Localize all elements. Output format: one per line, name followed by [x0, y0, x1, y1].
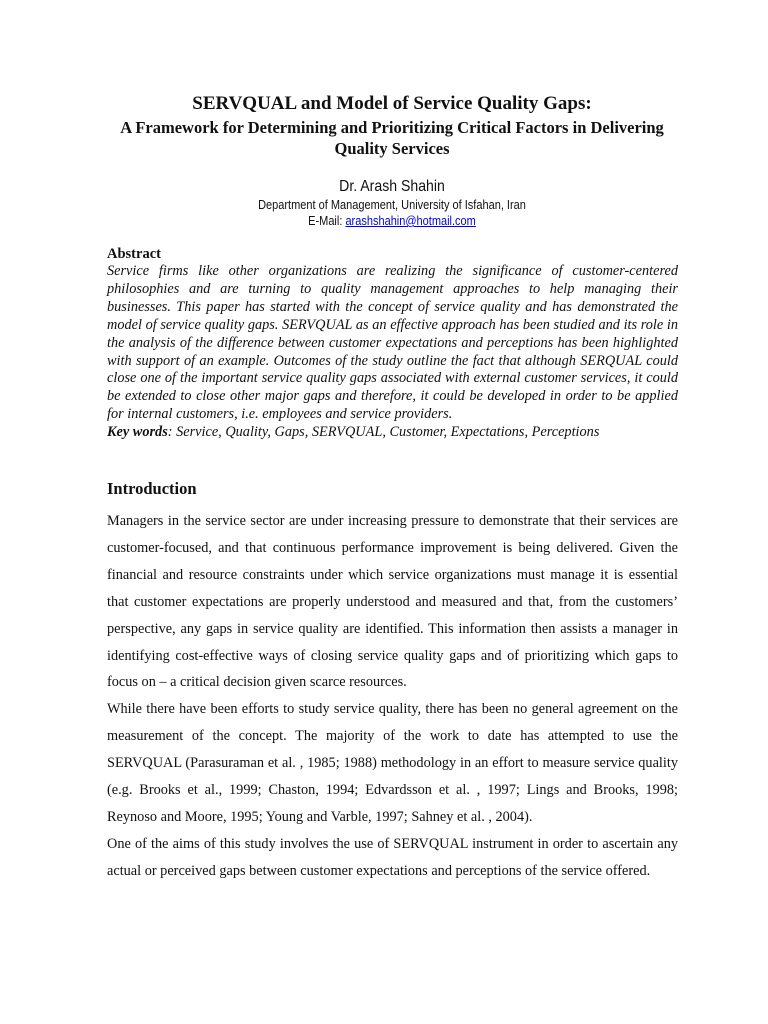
- author-block: [100, 177, 684, 229]
- author-affiliation: Department of Management, University of Isfahan, Iran: [258, 198, 526, 212]
- paragraph: While there have been efforts to study service quality, there has been no general agreement on the measurement of the concept. The majority of the work to date has attempted to use the SERVQUAL (Parasuraman et al. , 1985; 1988) methodology in an effort to measure service quality (e.g. Brooks et al., 1999; Chaston, 1994; Edvardsson et al. , 1997; Lings and Brooks, 1998; Reynoso and Moore, 1995; Young and Varble, 1997; Sahney et al. , 2004).: [107, 701, 678, 825]
- keywords-label: Key words: [107, 424, 168, 441]
- author-email-line: [135, 213, 649, 229]
- paper-subtitle: A Framework for Determining and Prioritizing Critical Factors in Delivering Quality Services: [120, 118, 664, 158]
- author-name: Dr. Arash Shahin: [339, 178, 445, 195]
- paper-title: SERVQUAL and Model of Service Quality Gaps:: [192, 93, 592, 114]
- keywords-line: [107, 424, 678, 442]
- email-label: E-Mail:: [308, 214, 346, 228]
- paragraph: Managers in the service sector are under increasing pressure to demonstrate that their services are customer-focused, and that continuous performance improvement is being delivered. Given the financial and resource constraints under which service organizations must manage it is essential that customer expectations are properly understood and measured and that, from the customers’ perspective, any gaps in service quality are identified. This information then assists a manager in identifying cost-effective ways of closing service quality gaps and of prioritizing which gaps to focus on – a critical decision given scarce resources.: [107, 513, 678, 691]
- paragraph: One of the aims of this study involves the use of SERVQUAL instrument in order to ascertain any actual or perceived gaps between customer expectations and perceptions of the service offered.: [107, 835, 678, 879]
- email-link[interactable]: arashshahin@hotmail.com: [345, 214, 476, 228]
- keywords-list: : Service, Quality, Gaps, SERVQUAL, Customer, Expectations, Perceptions: [167, 424, 600, 441]
- introduction-heading: Introduction: [107, 479, 197, 498]
- abstract-section: [107, 245, 678, 442]
- title-block: [100, 93, 684, 159]
- introduction-section: [107, 479, 678, 885]
- abstract-heading: Abstract: [107, 246, 161, 262]
- abstract-text: Service firms like other organizations are realizing the significance of customer-centered philosophies and are turning to quality management approaches to help managing their businesses. This paper has started with the concept of service quality and has demonstrated the model of service quality gaps. SERVQUAL as an effective approach has been studied and its role in the analysis of the difference between customer expectations and perceptions has been highlighted with support of an example. Outcomes of the study outline the fact that although SERQUAL could close one of the important service quality gaps associated with external customer services, it could be extended to close other major gaps and therefore, it could be developed in order to be applied for internal customers, i.e. employees and service providers.: [107, 263, 678, 423]
